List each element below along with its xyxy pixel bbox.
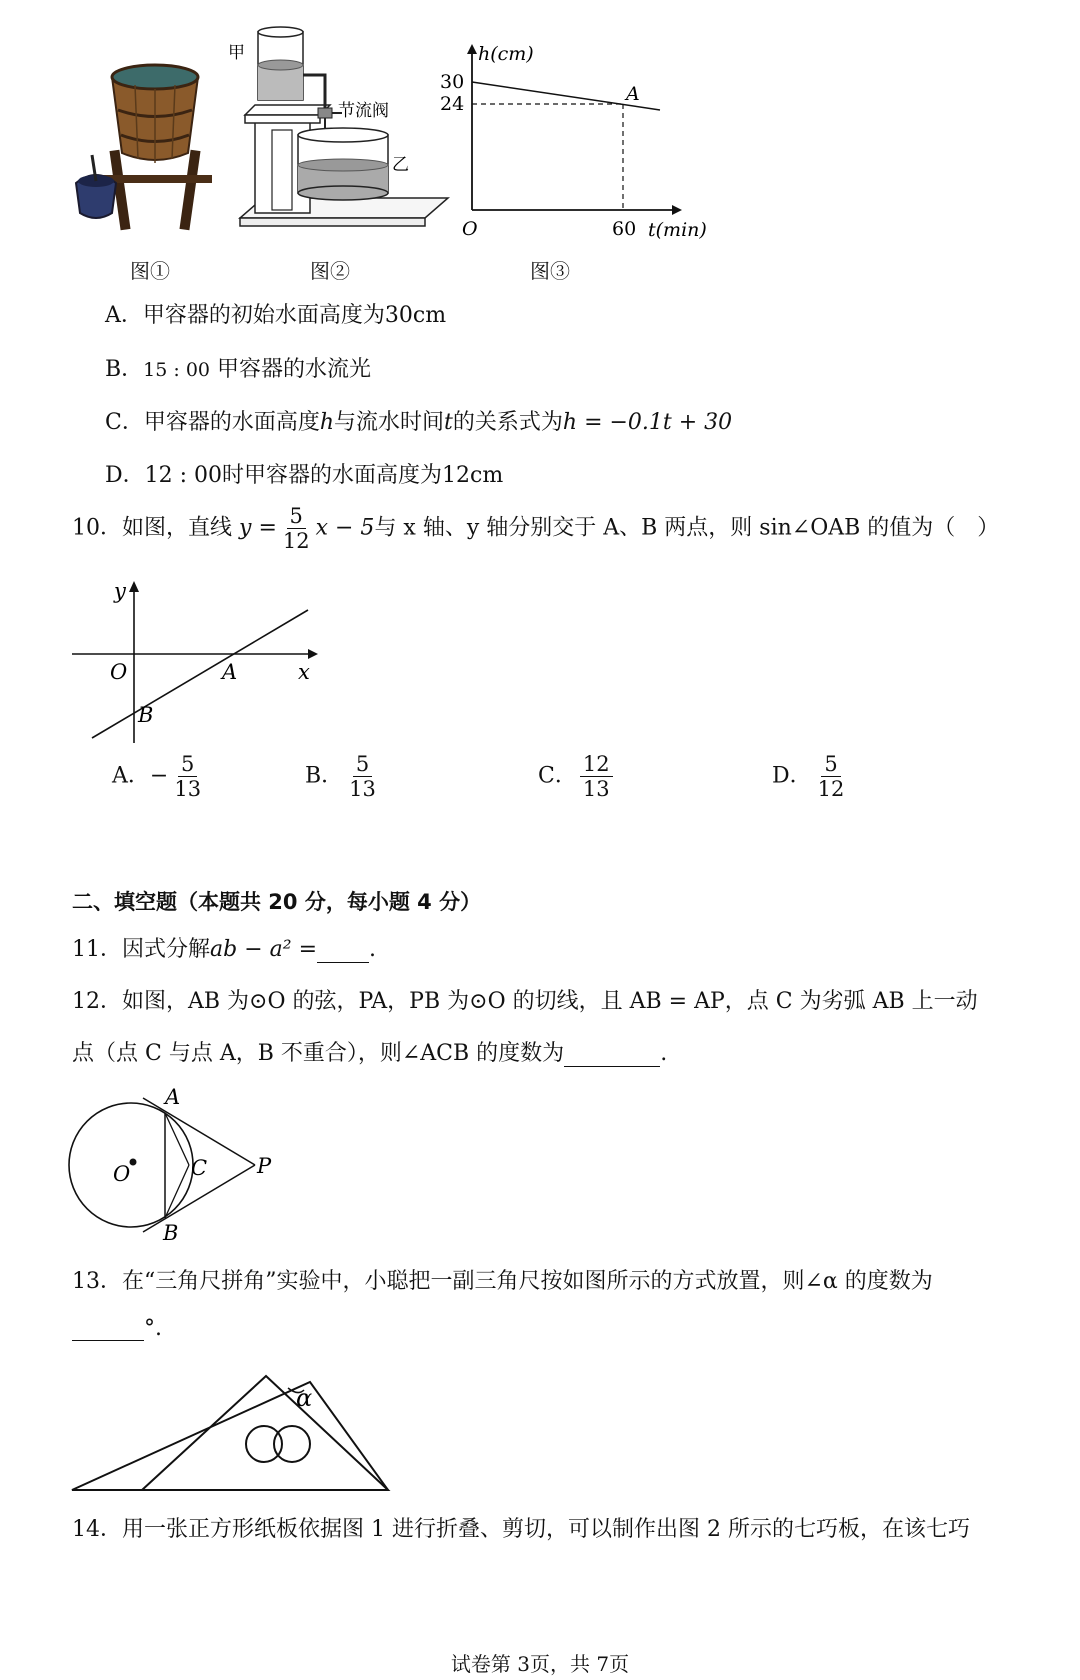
q10-rest: x − 5 [315, 515, 375, 541]
bucket-drawing [70, 55, 230, 235]
q13-answer-blank[interactable] [72, 1318, 144, 1341]
figure-2-containers [230, 20, 450, 235]
q13-number: 13． [72, 1269, 122, 1294]
q9-a-letter: A． [105, 303, 143, 328]
q13-figure [70, 1370, 390, 1495]
q13-line1 [72, 1264, 933, 1295]
q9-option-c [105, 405, 732, 436]
q12-label-b: B [163, 1221, 179, 1245]
figure-3-graph [440, 40, 710, 240]
label-valve: 节流阀 [338, 101, 389, 121]
q9-c-mid: 与流水时间 [334, 410, 445, 435]
q9-d-letter: D． [105, 463, 145, 488]
q12-label-o: O [113, 1162, 131, 1186]
q9-d-text: 时甲容器的水面高度为12cm [222, 463, 504, 488]
q10-frac-num: 5 [287, 504, 306, 529]
q9-option-d [105, 458, 503, 489]
q12-answer-blank[interactable] [564, 1044, 660, 1067]
q12-text-line2: 点（点 C 与点 A，B 不重合），则∠ACB 的度数为 [72, 1041, 565, 1066]
q10-b-fraction [346, 752, 379, 801]
q13-text-line1: 在“三角尺拼角”实验中，小聪把一副三角尺按如图所示的方式放置，则∠α 的度数为 [122, 1269, 933, 1294]
q10-c-fraction [580, 752, 613, 801]
q9-c-h: h [319, 410, 335, 435]
q13-line2 [72, 1316, 162, 1341]
q10-d-den: 12 [817, 777, 845, 802]
q10-c-num: 12 [580, 752, 613, 777]
q11-end: . [369, 937, 376, 962]
q9-b-letter: B． [105, 357, 144, 382]
x-axis-label: t(min) [648, 219, 707, 241]
q12-circle-diagram [65, 1080, 285, 1245]
q9-c-pre: 甲容器的水面高度 [143, 410, 320, 435]
q9-a-text: 甲容器的初始水面高度为30cm [142, 303, 447, 328]
q9-b-text: 甲容器的水流光 [217, 357, 372, 382]
q10-lhs: y = [239, 515, 277, 541]
q10-label-x: x [298, 660, 310, 684]
page-footer: 试卷第 3页，共 7页 [450, 1652, 630, 1676]
q12-end: . [660, 1041, 668, 1066]
q10-d-num: 5 [821, 752, 840, 777]
q10-a-sign: − [149, 763, 169, 789]
label-yi: 乙 [392, 155, 409, 175]
q12-label-a: A [165, 1085, 181, 1109]
q12-label-p: P [257, 1154, 272, 1178]
q10-c-den: 13 [582, 777, 610, 802]
q9-option-b [105, 352, 371, 383]
q10-a-num: 5 [178, 752, 197, 777]
origin-label: O [462, 218, 478, 240]
q10-number: 10． [72, 515, 122, 541]
q10-fraction [280, 504, 313, 553]
q12-line2 [72, 1036, 667, 1067]
q12-figure [65, 1080, 285, 1245]
q9-c-post: 的关系式为 [452, 410, 563, 435]
q10-option-b [305, 752, 382, 801]
q10-label-b: B [138, 703, 154, 727]
q10-b-letter: B． [305, 763, 344, 789]
q12-number: 12． [72, 989, 122, 1014]
q10-option-c [538, 752, 616, 801]
q14-line1 [72, 1512, 970, 1543]
q11-text: 因式分解 [122, 937, 211, 962]
q13-end: °. [144, 1316, 162, 1341]
q12-label-c: C [191, 1156, 208, 1180]
q11-number: 11． [72, 937, 122, 962]
q10-d-fraction [815, 752, 848, 801]
q10-coordinate-diagram [70, 578, 320, 748]
q14-text-line1: 用一张正方形纸板依据图 1 进行折叠、剪切，可以制作出图 2 所示的七巧板，在该七巧 [122, 1517, 970, 1542]
containers-drawing [230, 20, 450, 235]
point-a-label: A [626, 83, 640, 105]
q10-stem [72, 504, 999, 553]
q12-text-line1: 如图，AB 为⊙O 的弦，PA，PB 为⊙O 的切线，且 AB = AP，点 C 为劣弧 AB 上一动 [122, 989, 978, 1014]
q9-c-formula: h = −0.1t + 30 [562, 410, 733, 435]
q9-option-a [105, 298, 446, 329]
figure-1-bucket [70, 55, 230, 235]
q10-a-letter: A． [112, 763, 150, 789]
q10-label-o: O [110, 660, 128, 684]
caption-fig1: 图① [130, 259, 170, 283]
q10-figure [70, 578, 320, 748]
q10-b-den: 13 [349, 777, 376, 802]
q11-expr: ab − a² = [210, 937, 317, 962]
q9-c-t: t [444, 410, 453, 435]
label-jia: 甲 [228, 43, 245, 63]
q10-b-num: 5 [353, 752, 372, 777]
q10-label-a: A [222, 660, 238, 684]
q10-a-den: 13 [174, 777, 202, 802]
q9-d-time: 12 : 00 [144, 463, 223, 488]
q14-number: 14． [72, 1517, 122, 1542]
caption-fig2: 图② [310, 259, 350, 283]
q10-a-fraction [171, 752, 204, 801]
height-time-graph [440, 40, 710, 240]
section-2-title: 二、填空题（本题共 20 分，每小题 4 分） [72, 890, 482, 914]
y-axis-label: h(cm) [478, 43, 534, 65]
q12-line1 [72, 984, 978, 1015]
q10-after: 与 x 轴、y 轴分别交于 A、B 两点，则 sin∠OAB 的值为（ ） [374, 515, 1000, 541]
x-tick-60: 60 [612, 218, 637, 240]
q11-answer-blank[interactable] [317, 940, 369, 963]
y-tick-24: 24 [440, 93, 465, 115]
q10-option-a [112, 752, 207, 801]
q9-b-time: 15 : 00 [143, 359, 211, 381]
q10-intro: 如图，直线 [122, 515, 233, 541]
q11-stem [72, 932, 376, 963]
q10-d-letter: D． [772, 763, 812, 789]
q13-label-alpha: α [296, 1384, 313, 1412]
q10-frac-den: 12 [282, 529, 310, 554]
q10-option-d [772, 752, 850, 801]
q13-triangle-diagram [70, 1370, 390, 1495]
y-tick-30: 30 [440, 71, 465, 93]
q10-c-letter: C． [538, 763, 577, 789]
caption-fig3: 图③ [530, 259, 570, 283]
q10-label-y: y [114, 579, 126, 603]
q9-c-letter: C． [105, 410, 144, 435]
